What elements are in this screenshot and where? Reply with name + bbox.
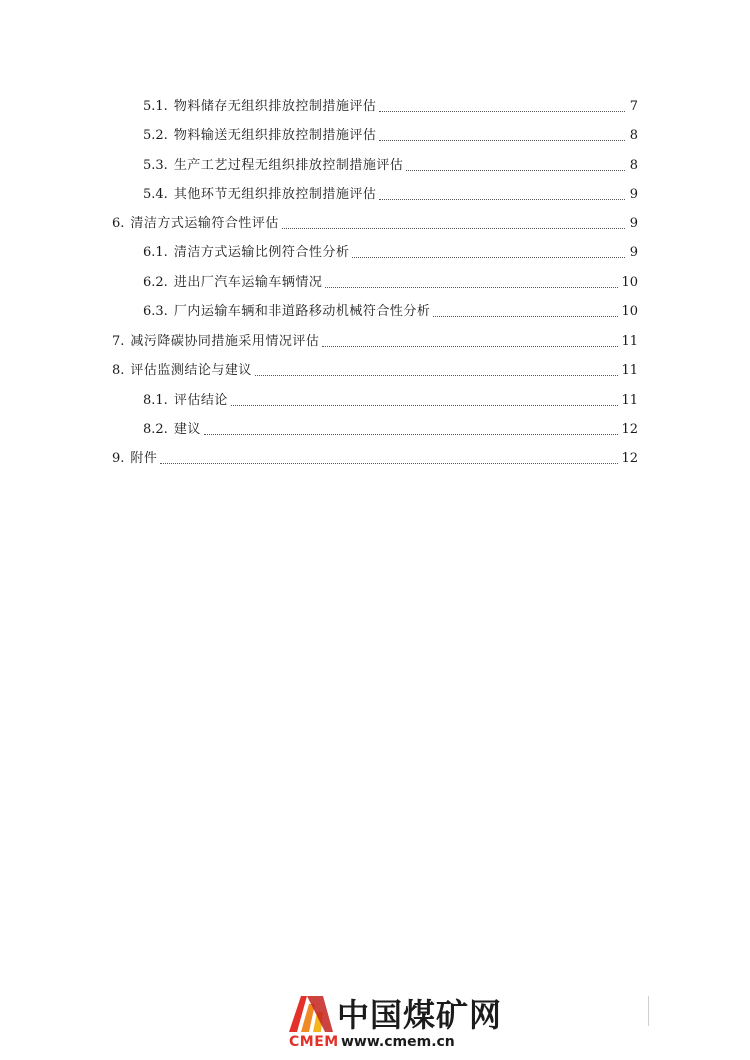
toc-entry-title: 建议 bbox=[173, 422, 201, 437]
toc-leader-dots bbox=[406, 169, 625, 171]
toc-entry[interactable] bbox=[112, 329, 638, 351]
toc-entry-page: 11 bbox=[621, 363, 638, 378]
toc-entry-title: 清洁方式运输符合性评估 bbox=[130, 216, 279, 231]
toc-entry-number: 6.2. bbox=[143, 275, 168, 290]
toc-entry-number: 8. bbox=[112, 363, 125, 378]
cmem-logo-icon bbox=[287, 990, 335, 1034]
toc-leader-dots bbox=[325, 286, 618, 288]
toc-entry-title: 减污降碳协同措施采用情况评估 bbox=[130, 334, 320, 349]
toc-entry[interactable] bbox=[143, 153, 638, 175]
toc-entry[interactable] bbox=[143, 388, 638, 410]
toc-leader-dots bbox=[282, 227, 625, 229]
toc-entry-page: 10 bbox=[621, 304, 638, 319]
toc-entry-number: 5.4. bbox=[143, 187, 168, 202]
toc-entry-page: 7 bbox=[629, 99, 638, 114]
toc-leader-dots bbox=[379, 110, 625, 112]
watermark-url: www.cmem.cn bbox=[341, 1034, 455, 1050]
toc-entry-title: 评估监测结论与建议 bbox=[130, 363, 252, 378]
toc-entry-number: 8.1. bbox=[143, 393, 168, 408]
toc-entry-number: 7. bbox=[112, 334, 125, 349]
toc-entry-title: 厂内运输车辆和非道路移动机械符合性分析 bbox=[173, 304, 431, 319]
toc-entry[interactable] bbox=[143, 123, 638, 145]
toc-entry-page: 12 bbox=[621, 422, 638, 437]
footer-divider bbox=[648, 996, 649, 1026]
toc-entry-page: 12 bbox=[621, 451, 638, 466]
toc-entry-title: 物料输送无组织排放控制措施评估 bbox=[173, 128, 377, 143]
toc-leader-dots bbox=[379, 139, 625, 141]
toc-entry-number: 9. bbox=[112, 451, 125, 466]
toc-entry-title: 物料储存无组织排放控制措施评估 bbox=[173, 99, 377, 114]
toc-entry-title: 生产工艺过程无组织排放控制措施评估 bbox=[173, 158, 404, 173]
toc-entry-page: 11 bbox=[621, 334, 638, 349]
toc-entry[interactable] bbox=[143, 417, 638, 439]
toc-entry-page: 8 bbox=[629, 158, 638, 173]
toc-leader-dots bbox=[352, 256, 625, 258]
toc-entry-page: 8 bbox=[629, 128, 638, 143]
toc-leader-dots bbox=[433, 315, 618, 317]
toc-leader-dots bbox=[322, 345, 618, 347]
toc-entry-title: 附件 bbox=[130, 451, 158, 466]
toc-entry-title: 进出厂汽车运输车辆情况 bbox=[173, 275, 323, 290]
toc-entry-page: 9 bbox=[629, 216, 638, 231]
toc-entry-page: 9 bbox=[629, 245, 638, 260]
toc-entry-number: 5.3. bbox=[143, 158, 168, 173]
watermark-logo bbox=[287, 990, 503, 1052]
watermark-name-en: CMEM bbox=[289, 1034, 339, 1050]
toc-leader-dots bbox=[204, 433, 619, 435]
toc-entry-number: 5.1. bbox=[143, 99, 168, 114]
toc-entry[interactable] bbox=[112, 211, 638, 233]
toc-entry[interactable] bbox=[143, 240, 638, 262]
toc-leader-dots bbox=[255, 374, 619, 376]
toc-entry[interactable] bbox=[112, 358, 638, 380]
toc-entry[interactable] bbox=[143, 182, 638, 204]
toc-leader-dots bbox=[231, 404, 619, 406]
toc-entry-page: 9 bbox=[629, 187, 638, 202]
toc-entry[interactable] bbox=[143, 94, 638, 116]
toc-entry-number: 6. bbox=[112, 216, 125, 231]
toc-entry[interactable] bbox=[143, 299, 638, 321]
toc-entry-number: 6.3. bbox=[143, 304, 168, 319]
toc-leader-dots bbox=[160, 462, 618, 464]
watermark-name-cn: 中国煤矿网 bbox=[337, 996, 503, 1034]
toc-entry-title: 其他环节无组织排放控制措施评估 bbox=[173, 187, 377, 202]
toc-entry-page: 11 bbox=[621, 393, 638, 408]
toc-entry-title: 清洁方式运输比例符合性分析 bbox=[173, 245, 350, 260]
toc-leader-dots bbox=[379, 198, 625, 200]
toc-entry-page: 10 bbox=[621, 275, 638, 290]
toc-entry-number: 8.2. bbox=[143, 422, 168, 437]
toc-entry[interactable] bbox=[112, 446, 638, 468]
toc-entry-number: 5.2. bbox=[143, 128, 168, 143]
toc-entry-number: 6.1. bbox=[143, 245, 168, 260]
toc-entry-title: 评估结论 bbox=[173, 393, 228, 408]
toc-entry[interactable] bbox=[143, 270, 638, 292]
